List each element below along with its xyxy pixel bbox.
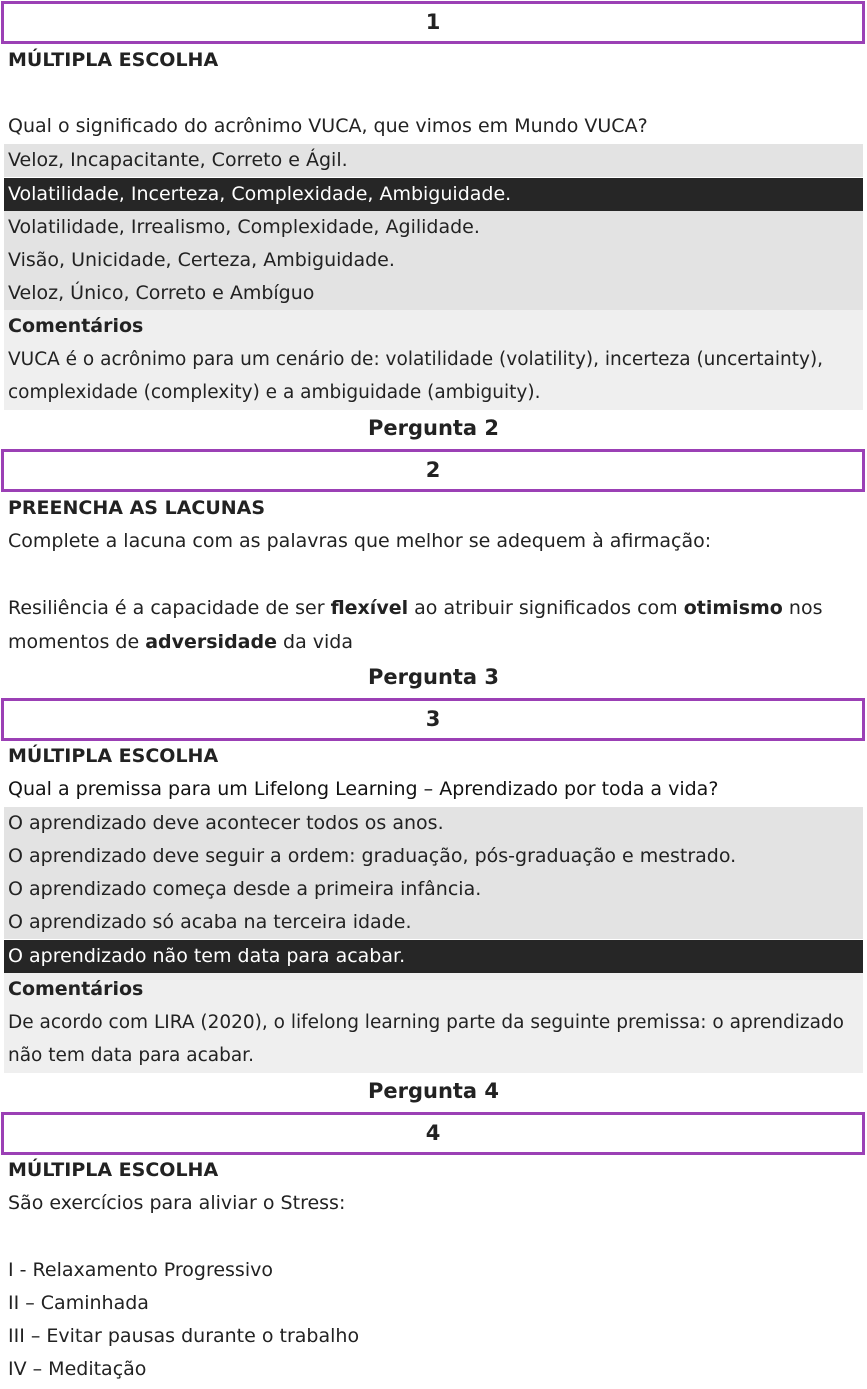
question-heading: Pergunta 2: [367, 416, 500, 440]
blank-answer: adversidade: [145, 631, 277, 653]
option-item[interactable]: Veloz, Incapacitante, Correto e Ágil.: [4, 144, 863, 177]
option-item[interactable]: O aprendizado só acaba na terceira idade.: [4, 906, 863, 939]
sentence-text: ao atribuir significados com: [408, 597, 684, 619]
option-item[interactable]: O aprendizado deve seguir a ordem: graduação, pós-graduação e mestrado.: [4, 840, 863, 873]
comments-title: Comentários: [8, 978, 144, 1000]
sentence-text: nos momentos de: [8, 597, 823, 653]
list-item: IV – Meditação: [8, 1358, 147, 1380]
option-item[interactable]: Volatilidade, Irrealismo, Complexidade, Agilidade.: [4, 211, 863, 244]
question-number-box: 3: [1, 698, 865, 741]
question-prompt: Qual o significado do acrônimo VUCA, que vimos em Mundo VUCA?: [8, 115, 648, 137]
option-item[interactable]: O aprendizado deve acontecer todos os anos.: [4, 807, 863, 840]
list-item: III – Evitar pausas durante o trabalho: [8, 1325, 360, 1347]
question-prompt: Complete a lacuna com as palavras que melhor se adequem à afirmação:: [8, 530, 712, 552]
question-type: MÚLTIPLA ESCOLHA: [8, 1159, 219, 1181]
question-type: MÚLTIPLA ESCOLHA: [8, 745, 219, 767]
list-item: II – Caminhada: [8, 1292, 149, 1314]
blank-answer: flexível: [330, 597, 409, 619]
fill-blank-sentence: [8, 591, 863, 659]
sentence-text: da vida: [276, 631, 353, 653]
option-item[interactable]: O aprendizado começa desde a primeira infância.: [4, 873, 863, 906]
option-item-selected[interactable]: Volatilidade, Incerteza, Complexidade, Ambiguidade.: [4, 178, 863, 211]
question-heading: Pergunta 3: [367, 665, 500, 689]
list-item: I - Relaxamento Progressivo: [8, 1259, 273, 1281]
question-number-box: 1: [1, 1, 865, 44]
question-type: PREENCHA AS LACUNAS: [8, 497, 266, 519]
question-number-box: 4: [1, 1112, 865, 1155]
option-item[interactable]: Veloz, Único, Correto e Ambíguo: [4, 277, 863, 310]
question-type: MÚLTIPLA ESCOLHA: [8, 49, 219, 71]
question-prompt: Qual a premissa para um Lifelong Learning – Aprendizado por toda a vida?: [8, 778, 719, 800]
comments-body: VUCA é o acrônimo para um cenário de: volatilidade (volatility), incerteza (uncertainty), complexidade (complexity) e a ambiguidade (ambiguity).: [8, 349, 824, 403]
comments-title: Comentários: [8, 315, 144, 337]
question-number-box: 2: [1, 449, 865, 492]
comments-panel: [4, 310, 863, 410]
comments-panel: [4, 973, 863, 1073]
option-item-selected[interactable]: O aprendizado não tem data para acabar.: [4, 940, 863, 973]
option-item[interactable]: Visão, Unicidade, Certeza, Ambiguidade.: [4, 244, 863, 277]
comments-body: De acordo com LIRA (2020), o lifelong learning parte da seguinte premissa: o aprendizado não tem data para acabar.: [8, 1012, 844, 1066]
sentence-text: Resiliência é a capacidade de ser: [8, 597, 331, 619]
question-prompt: São exercícios para aliviar o Stress:: [8, 1192, 346, 1214]
blank-answer: otimismo: [683, 597, 783, 619]
question-heading: Pergunta 4: [367, 1079, 500, 1103]
